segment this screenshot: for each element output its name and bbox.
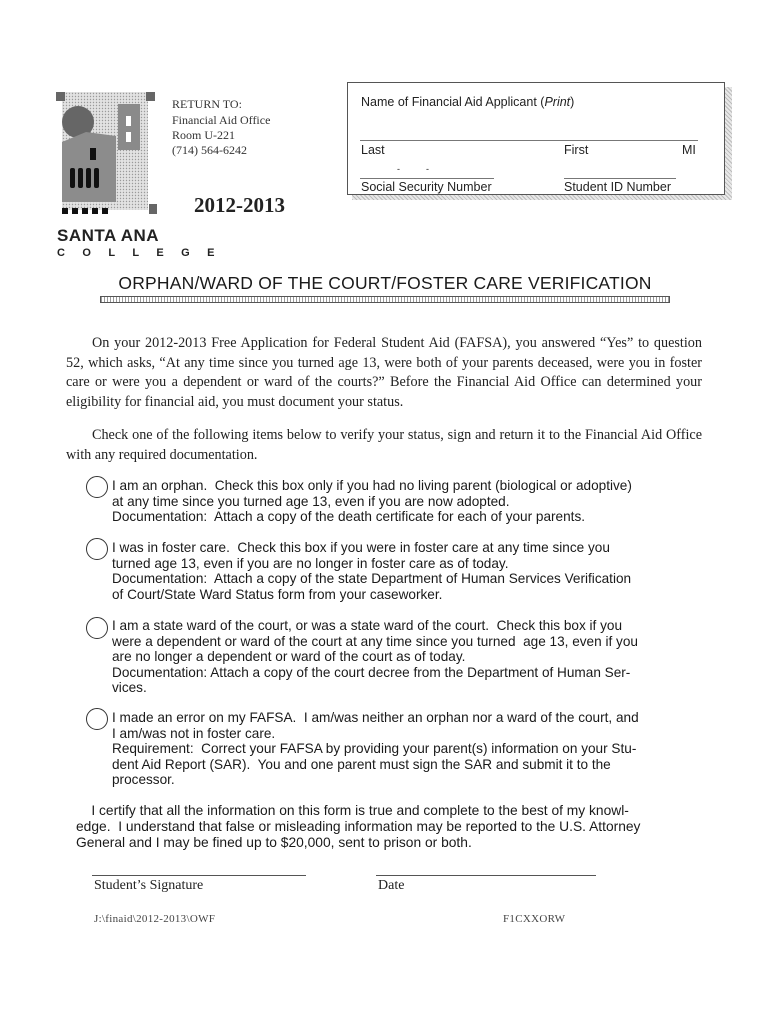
date-label: Date [378,878,405,893]
student-id-label: Student ID Number [564,180,671,194]
orphan-option-radio[interactable] [86,476,108,498]
student-id-field-line[interactable] [564,178,676,179]
academic-year: 2012-2013 [194,193,285,217]
ssn-separator: - [426,164,429,174]
ssn-separator: - [397,164,400,174]
fafsa-error-option-text: I made an error on my FAFSA. I am/was neither an orphan nor a ward of the court, and I am/was not in foster care. Requirement: Correct your FAFSA by providing your parent(s) information on your Stu- dent Aid Report (SAR). You and one parent must sign the SAR and submit it to the processor. [112,710,639,788]
intro-paragraph: On your 2012-2013 Free Application for Federal Student Aid (FAFSA), you answered “Yes” to question 52, which asks, “At any time since you turned age 13, were both of your parents deceased, were you in foster care or were you a dependent or ward of the courts?” Before the Financial Aid Office can determined your eligibility for financial aid, you must document your status. [66,335,702,410]
college-name: SANTA ANA [57,226,160,245]
instruction-paragraph: Check one of the following items below to verify your status, sign and return it to the Financial Aid Office with any required documentation. [66,427,702,463]
applicant-name-heading: Name of Financial Aid Applicant (Print) [361,95,575,109]
return-to-line: Financial Aid Office [172,113,271,127]
college-subtitle: C O L L E G E [57,247,222,259]
title-underline-bar [100,296,670,303]
certification-statement: I certify that all the information on this form is true and complete to the best of my knowl- edge. I understand that false or misleading information may be reported to the U.S. Attorney General and I may be fined up to $20,000, sent to prison or both. [76,803,641,850]
return-to-line: (714) 564-6242 [172,143,247,157]
santa-ana-college-logo [56,92,158,216]
form-title: ORPHAN/WARD OF THE COURT/FOSTER CARE VERIFICATION [118,273,652,293]
student-signature-line[interactable] [92,875,306,876]
first-name-label: First [564,143,589,157]
file-path-footer: J:\finaid\2012-2013\OWF [94,913,216,925]
return-to-line: Room U-221 [172,128,235,142]
middle-initial-label: MI [682,143,696,157]
last-name-label: Last [361,143,385,157]
ward-of-court-option-text: I am a state ward of the court, or was a state ward of the court. Check this box if you were a dependent or ward of the court at any time since you turned age 13, even if you are no longer a dependent or ward of the court as of today. Documentation: Attach a copy of the court decree from the Department of Human Ser- vices. [112,618,638,696]
applicant-info-box [347,82,725,195]
return-to-heading: RETURN TO: [172,97,242,111]
ssn-field-line[interactable] [360,178,494,179]
name-field-line[interactable] [360,140,698,141]
fafsa-error-option-radio[interactable] [86,708,108,730]
date-line[interactable] [376,875,596,876]
foster-care-option-text: I was in foster care. Check this box if you were in foster care at any time since you turned age 13, even if you are no longer in foster care as of today. Documentation: Attach a copy of the state Department of Human Services Verification of Court/State Ward Status form from your caseworker. [112,540,632,602]
form-code-footer: F1CXXORW [503,913,566,925]
orphan-option-text: I am an orphan. Check this box only if you had no living parent (biological or adoptive) at any time since you turned age 13, even if you are now adopted. Documentation: Attach a copy of the death certificate for each of your parents. [112,478,632,525]
foster-care-option-radio[interactable] [86,538,108,560]
ward-of-court-option-radio[interactable] [86,617,108,639]
ssn-label: Social Security Number [361,180,492,194]
student-signature-label: Student’s Signature [94,878,204,893]
